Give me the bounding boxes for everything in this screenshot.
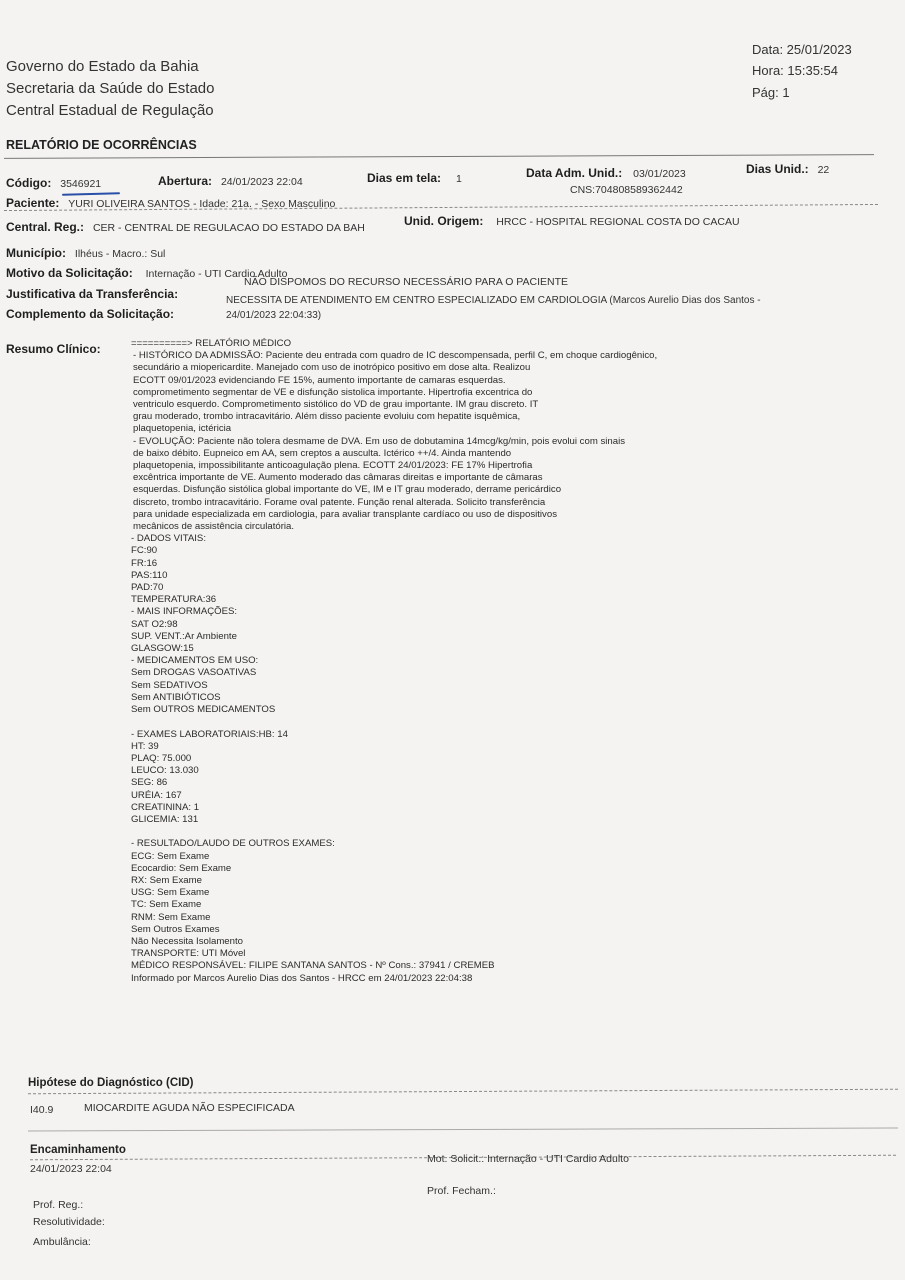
- resumo-line: FR:16: [131, 557, 158, 569]
- justificativa-value: NÃO DISPOMOS DO RECURSO NECESSÁRIO PARA O PACIENTE: [244, 276, 569, 288]
- cns-value: CNS:704808589362442: [570, 184, 683, 196]
- justificativa-label: Justificativa da Transferência:: [6, 287, 179, 301]
- report-title: RELATÓRIO DE OCORRÊNCIAS: [6, 138, 197, 152]
- ambulancia: Ambulância:: [33, 1236, 91, 1248]
- resumo-line: Sem DROGAS VASOATIVAS: [131, 667, 257, 679]
- resumo-line: TC: Sem Exame: [131, 899, 202, 911]
- codigo-value: 3546921: [60, 178, 102, 190]
- unid-origem-label: Unid. Origem:: [404, 214, 484, 228]
- resumo-line: TRANSPORTE: UTI Móvel: [131, 948, 246, 960]
- resumo-line: - MAIS INFORMAÇÕES:: [131, 606, 238, 618]
- unid-origem-row: [404, 214, 740, 228]
- encaminhamento-title: Encaminhamento: [30, 1144, 126, 1156]
- resumo-line: - EVOLUÇÃO: Paciente não tolera desmame de DVA. Em uso de dobutamina 14mcg/kg/min, pois evolui com sinais: [133, 435, 626, 447]
- resumo-line: PAS:110: [131, 569, 168, 581]
- resumo-line: Ecocardio: Sem Exame: [131, 862, 232, 874]
- resumo-line: plaquetopenia, impossibilitante anticoagulação plena. ECOTT 24/01/2023: FE 17% Hipertrofia: [133, 460, 533, 472]
- resumo-line: GLICEMIA: 131: [131, 813, 199, 825]
- resumo-line: SEG: 86: [131, 777, 168, 789]
- resumo-line: discreto, trombo intracavitário. Forame oval patente. Função renal alterada. Solicito transferência: [133, 496, 546, 508]
- resumo-line: plaquetopenia, ictéricia: [133, 423, 232, 435]
- data-adm-row: [526, 166, 686, 180]
- resumo-line: PLAQ: 75.000: [131, 752, 192, 764]
- central-row: [6, 220, 365, 234]
- resolutividade: Resolutividade:: [33, 1216, 105, 1228]
- org-line-2: Secretaria da Saúde do Estado: [6, 80, 215, 97]
- dias-tela-row: [367, 171, 462, 185]
- resumo-line: URÉIA: 167: [131, 789, 182, 801]
- resumo-line: Não Necessita Isolamento: [131, 935, 243, 947]
- municipio-label: Município:: [6, 246, 66, 260]
- data-adm-label: Data Adm. Unid.:: [526, 166, 623, 180]
- report-date: Data: 25/01/2023: [752, 42, 852, 57]
- resumo-line: - DADOS VITAIS:: [131, 533, 206, 545]
- complemento-label: Complemento da Solicitação:: [6, 307, 175, 321]
- resumo-line: - HISTÓRICO DA ADMISSÃO: Paciente deu entrada com quadro de IC descompensada, perfil C, em choque cardiogênico,: [133, 350, 658, 362]
- resumo-line: Sem ANTIBIÓTICOS: [131, 691, 221, 703]
- municipio-row: [6, 246, 165, 260]
- abertura-label: Abertura:: [158, 174, 213, 188]
- dias-unid-row: [746, 162, 829, 176]
- resumo-line: - RESULTADO/LAUDO DE OUTROS EXAMES:: [131, 838, 335, 850]
- resumo-line: ventriculo esquerdo. Comprometimento sistólico do VD de grau importante. IM grau discreto. IT: [133, 399, 539, 411]
- dias-tela-label: Dias em tela:: [367, 171, 442, 185]
- abertura-value: 24/01/2023 22:04: [220, 176, 303, 188]
- resumo-line: Sem Outros Exames: [131, 923, 220, 935]
- central-label: Central. Reg.:: [6, 220, 85, 234]
- central-value: CER - CENTRAL DE REGULACAO DO ESTADO DA BAH: [92, 222, 365, 234]
- resumo-line: [131, 826, 657, 838]
- org-line-3: Central Estadual de Regulação: [6, 102, 214, 119]
- resumo-line: comprometimento segmentar de VE e disfunção sistolica importante. Hipertrofia excentrica do: [133, 386, 533, 398]
- resumo-line: ==========> RELATÓRIO MÉDICO: [131, 338, 292, 349]
- motivo-label: Motivo da Solicitação:: [6, 266, 133, 280]
- paciente-label: Paciente:: [6, 196, 60, 210]
- resumo-line: secundário a miopericardite. Manejado com uso de inotrópico positivo em dose alta. Realizou: [133, 362, 531, 374]
- resumo-text: [131, 338, 657, 985]
- resumo-line: ECG: Sem Exame: [131, 850, 210, 862]
- hipotese-bottom-line: [28, 1127, 898, 1131]
- codigo-row: [6, 176, 101, 190]
- org-line-1: Governo do Estado da Bahia: [6, 58, 199, 75]
- abertura-row: [158, 174, 303, 188]
- resumo-line: RX: Sem Exame: [131, 874, 202, 886]
- resumo-line: GLASGOW:15: [131, 643, 194, 655]
- cid-description: MIOCARDITE AGUDA NÃO ESPECIFICADA: [84, 1102, 295, 1114]
- resumo-line: Sem OUTROS MEDICAMENTOS: [131, 704, 276, 716]
- resumo-line: SUP. VENT.:Ar Ambiente: [131, 630, 237, 642]
- municipio-value: Ilhéus - Macro.: Sul: [74, 248, 166, 260]
- complemento-line-1: NECESSITA DE ATENDIMENTO EM CENTRO ESPECIALIZADO EM CARDIOLOGIA (Marcos Aurelio Dias dos Santos -: [226, 295, 761, 306]
- unid-origem-value: HRCC - HOSPITAL REGIONAL COSTA DO CACAU: [496, 216, 740, 228]
- dias-tela-value: 1: [455, 173, 462, 185]
- title-divider: [4, 154, 874, 159]
- resumo-line: MÉDICO RESPONSÁVEL: FILIPE SANTANA SANTOS - Nº Cons.: 37941 / CREMEB: [131, 960, 495, 972]
- prof-fecham: Prof. Fecham.:: [427, 1185, 496, 1197]
- resumo-line: RNM: Sem Exame: [131, 911, 211, 923]
- resumo-line: - MEDICAMENTOS EM USO:: [131, 655, 259, 667]
- resumo-line: esquerdas. Disfunção sistólica global importante do VE, IM e IT grau moderado, derrame pericárdico: [133, 484, 562, 496]
- resumo-line: mecânicos de assistência circulatória.: [133, 521, 295, 533]
- resumo-line: PAD:70: [131, 582, 164, 594]
- resumo-line: de baixo débito. Eupneico em AA, sem creptos a ausculta. Ictérico ++/4. Ainda mantendo: [133, 447, 512, 459]
- motivo-solicit: Mot. Solicit.: Internação - UTI Cardio Adulto: [427, 1153, 629, 1165]
- resumo-line: FC:90: [131, 545, 158, 557]
- resumo-line: [131, 716, 657, 728]
- resumo-line: USG: Sem Exame: [131, 887, 210, 899]
- data-adm-value: 03/01/2023: [633, 168, 686, 180]
- paciente-value: YURI OLIVEIRA SANTOS - Idade: 21a. - Sexo Masculino: [68, 198, 336, 210]
- resumo-line: ECOTT 09/01/2023 evidenciando FE 15%, aumento importante de camaras esquerdas.: [133, 374, 506, 386]
- resumo-line: grau moderado, trombo intracavitário. Além disso paciente evoluiu com hepatite isquêmica,: [133, 411, 521, 423]
- resumo-line: CREATININA: 1: [131, 801, 200, 813]
- resumo-line: Sem SEDATIVOS: [131, 679, 208, 691]
- resumo-line: - EXAMES LABORATORIAIS:HB: 14: [131, 728, 288, 740]
- resumo-line: TEMPERATURA:36: [131, 594, 217, 606]
- page-number: Pág: 1: [752, 85, 790, 100]
- hipotese-divider: [28, 1089, 898, 1095]
- report-time: Hora: 15:35:54: [752, 63, 839, 78]
- resumo-line: HT: 39: [131, 740, 159, 752]
- resumo-line: excêntrica importante de VE. Aumento moderado das câmaras direitas e importante de câmaras: [133, 472, 543, 484]
- codigo-label: Código:: [6, 176, 52, 190]
- resumo-label: Resumo Clínico:: [6, 342, 101, 356]
- dias-unid-label: Dias Unid.:: [746, 162, 809, 176]
- hipotese-title: Hipótese do Diagnóstico (CID): [28, 1077, 194, 1089]
- complemento-line-2: 24/01/2023 22:04:33): [226, 310, 322, 321]
- dias-unid-value: 22: [817, 164, 830, 176]
- cid-code: I40.9: [30, 1104, 54, 1116]
- resumo-line: LEUCO: 13.030: [131, 765, 199, 777]
- resumo-line: Informado por Marcos Aurelio Dias dos Santos - HRCC em 24/01/2023 22:04:38: [131, 972, 473, 984]
- prof-reg: Prof. Reg.:: [33, 1199, 84, 1211]
- resumo-line: SAT O2:98: [131, 618, 178, 630]
- resumo-line: para unidade especializada em cardiologia, para avaliar transplante cardíaco ou uso de dispositivos: [133, 508, 557, 520]
- encaminhamento-date: 24/01/2023 22:04: [30, 1163, 112, 1175]
- motivo-value: Internação - UTI Cardio Adulto: [145, 268, 288, 280]
